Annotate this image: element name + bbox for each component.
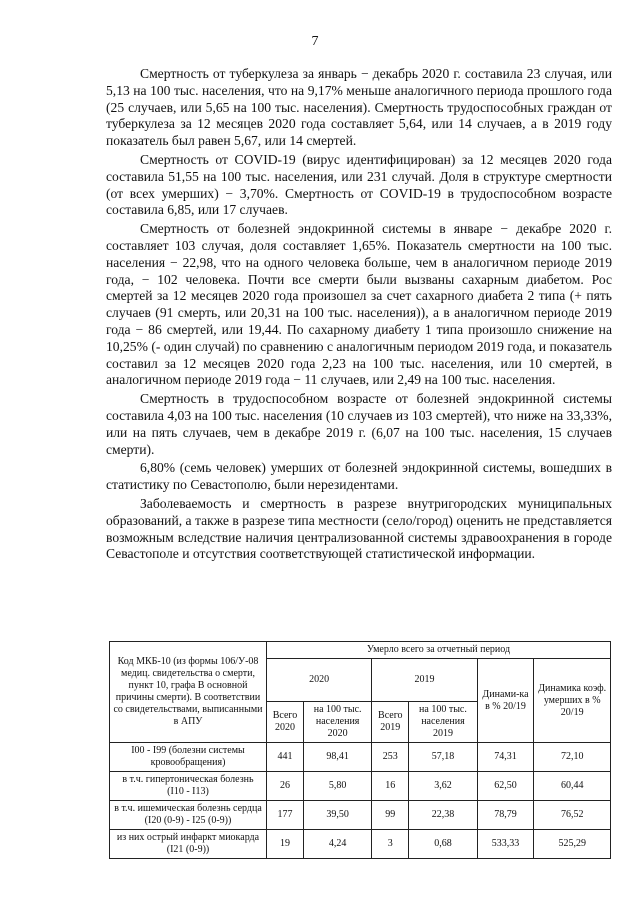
cell-total-2020: 26 [267,772,304,801]
header-rate-2020: на 100 тыс. населения 2020 [304,702,372,743]
cell-dynamics-pct: 78,79 [477,801,534,830]
table-row [110,830,611,859]
paragraph-endocrine: Смертность от болезней эндокринной системы в январе − декабре 2020 г. составляет 103 случая, доля составляет 1,65%. Показатель смертности на 100 тыс. населения − 22,98, что на одного человека больше, чем в аналогичном периоде 2019 года, − 102 человека. Почти все смерти были вызваны сахарным диабетом. Рос смертей за 12 месяцев 2020 года произошел за счет сахарного диабета 2 типа (+ пять случаев (91 смерть, или 20,31 на 100 тыс. населения)), а в аналогичном периоде 2019 года − 86 смертей, или 19,44. По сахарному диабету 1 типа произошло снижение на 10,25% (- один случай) по сравнению с аналогичным периодом 2019 года, и показатель составил за 12 месяцев 2020 года 2,23 на 100 тыс. населения, или 10 смертей, в аналогичном периоде 2019 года − 11 случаев, или 2,49 на 100 тыс. населения. [106,221,612,388]
mortality-table [109,641,611,859]
header-rate-2019: на 100 тыс. населения 2019 [409,702,477,743]
table-row [110,743,611,772]
cell-total-2019: 16 [372,772,409,801]
row-label: I00 - I99 (болезни системы кровообращения) [110,743,267,772]
cell-total-2019: 3 [372,830,409,859]
table-header-row [110,642,611,659]
cell-rate-2020: 4,24 [304,830,372,859]
cell-total-2019: 253 [372,743,409,772]
header-year-2019: 2019 [372,659,477,702]
body-text [106,66,612,565]
cell-dynamics-coef: 76,52 [534,801,611,830]
cell-rate-2019: 3,62 [409,772,477,801]
paragraph-covid: Смертность от COVID-19 (вирус идентифицирован) за 12 месяцев 2020 года составила 51,55 на 100 тыс. населения, или 231 случай. Доля в структуре смертности (от всех умерших) − 3,70%. Смертность от COVID-19 в трудоспособном возрасте составила 6,85, или 17 случаев. [106,151,612,218]
header-total-2019: Всего 2019 [372,702,409,743]
cell-rate-2019: 57,18 [409,743,477,772]
cell-total-2020: 19 [267,830,304,859]
cell-dynamics-coef: 525,29 [534,830,611,859]
cell-rate-2019: 0,68 [409,830,477,859]
cell-rate-2019: 22,38 [409,801,477,830]
cell-dynamics-pct: 74,31 [477,743,534,772]
header-year-2020: 2020 [267,659,372,702]
header-dynamics-coef: Динамика коэф. умерших в % 20/19 [534,659,611,743]
cell-rate-2020: 5,80 [304,772,372,801]
table-row [110,772,611,801]
page-number: 7 [311,34,319,49]
row-label: из них острый инфаркт миокарда (I21 (0-9)) [110,830,267,859]
paragraph-municipal: Заболеваемость и смертность в разрезе внутригородских муниципальных образований, а также в разрезе типа местности (село/город) оценить не представляется возможным вследствие наличия централизованной системы здравоохранения в городе Севастополе и отсутствия соответствующей статистической информации. [106,495,612,562]
cell-dynamics-coef: 72,10 [534,743,611,772]
table-row [110,801,611,830]
paragraph-endocrine-working-age: Смертность в трудоспособном возрасте от болезней эндокринной системы составила 4,03 на 100 тыс. населения (10 случаев из 103 смертей), что ниже на 33,33%, или на пять случаев, чем в декабре 2019 г. (6,07 на 100 тыс. населения, 15 случаев смерти). [106,391,612,457]
header-total-2020: Всего 2020 [267,702,304,743]
cell-total-2019: 99 [372,801,409,830]
header-group: Умерло всего за отчетный период [267,642,611,659]
paragraph-tuberculosis: Смертность от туберкулеза за январь − декабрь 2020 г. составила 23 случая, или 5,13 на 100 тыс. населения, что на 9,17% меньше аналогичного периода прошлого года (25 случаев, или 5,65 на 100 тыс. населения). Смертность трудоспособных граждан от туберкулеза за 12 месяцев 2020 года составляет 5,64, или 14 случаев, а в 2019 году показатель был равен 5,67, или 14 смертей. [106,66,612,149]
cell-total-2020: 177 [267,801,304,830]
row-label: в т.ч. гипертоническая болезнь (I10 - I13) [110,772,267,801]
cell-rate-2020: 39,50 [304,801,372,830]
header-dynamics-pct: Динами-ка в % 20/19 [477,659,534,743]
cell-dynamics-pct: 62,50 [477,772,534,801]
paragraph-nonresidents: 6,80% (семь человек) умерших от болезней эндокринной системы, вошедших в статистику по Севастополю, были нерезидентами. [106,460,612,493]
cell-dynamics-coef: 60,44 [534,772,611,801]
cell-dynamics-pct: 533,33 [477,830,534,859]
row-label: в т.ч. ишемическая болезнь сердца (I20 (0-9) - I25 (0-9)) [110,801,267,830]
cell-rate-2020: 98,41 [304,743,372,772]
cell-total-2020: 441 [267,743,304,772]
header-code-column: Код МКБ-10 (из формы 106/У-08 медиц. свидетельства о смерти, пункт 10, графа В основной причины смерти). В соответствии со свидетельствами, выписанными в АПУ [110,642,267,743]
